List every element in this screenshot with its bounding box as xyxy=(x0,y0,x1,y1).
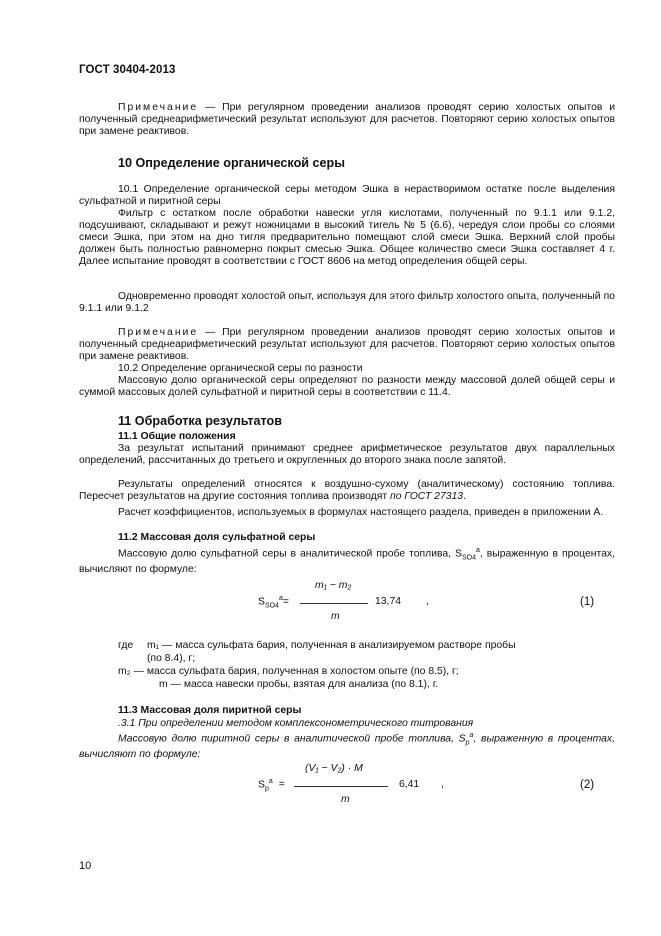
subscript: SO4 xyxy=(461,554,476,562)
paragraph-11-3-2 xyxy=(79,730,615,761)
paragraph-11-1-b xyxy=(79,479,615,503)
formula-1-numerator: m₁ − m₂ xyxy=(315,580,352,591)
subscript: SO4 xyxy=(264,602,279,610)
formula-2-coefficient: 6,41 xyxy=(399,779,420,790)
note-paragraph-2 xyxy=(79,327,615,363)
symbol: S xyxy=(258,779,265,791)
subsection-11-1-title: 11.1 Общие положения xyxy=(118,431,236,442)
document-header: ГОСТ 30404-2013 xyxy=(79,64,176,76)
paragraph-11-3-1: .3.1 При определении методом комплексонометрического титрования xyxy=(118,718,474,729)
superscript: a xyxy=(469,732,474,739)
gost-reference: по ГОСТ 27313 xyxy=(390,490,464,502)
formula-2-number: (2) xyxy=(580,779,595,791)
paragraph-11-1-c: Расчет коэффициентов, используемых в формулах настоящего раздела, приведен в приложении А. xyxy=(118,507,604,518)
subsection-11-2-title: 11.2 Массовая доля сульфатной серы xyxy=(118,532,316,543)
paragraph-10-1-body: Фильтр с остатком после обработки навески угля кислотами, полученный по 9.1.1 или 9.1.2, подсушивают, складывают и режут ножницами в высокий тигель № 5 (6.6), чередуя слои пробы со слоями смеси Эшка, при этом на дно тигля предварительно помещают слой смеси Эшка. Верхний слой пробы должен быть полностью равномерно покрыт смесью Эшка. Общее количество смеси Эшка составляет 4 г. Далее испытание проводят в соответствии с ГОСТ 8606 на метод определения общей серы. xyxy=(79,208,615,267)
text-run: Массовую долю пиритной серы в аналитической пробе топлива, S xyxy=(118,733,466,745)
formula-1-coefficient: 13,74 xyxy=(375,596,402,607)
where-label: где xyxy=(118,640,134,651)
text-run: , выраженную в процентах, вычисляют по формуле: xyxy=(79,733,615,761)
note-label: Примечание xyxy=(118,102,199,113)
note-text-2: — При регулярном проведении анализов проводят серию холостых опытов и полученный среднеарифметический результат используют для расчетов. Повторяют серию холостых опытов при замене реактивов. xyxy=(79,327,615,362)
equals-sign: = xyxy=(278,779,285,791)
subsection-11-3-title: 11.3 Массовая доля пиритной серы xyxy=(118,705,302,716)
fraction-bar xyxy=(294,786,388,787)
note-label-2: Примечание xyxy=(118,327,199,338)
paragraph-10-2: 10.2 Определение органической серы по разности xyxy=(118,363,363,374)
formula-2-numerator: (V₁ − V₂) · M xyxy=(305,763,363,774)
paragraph-10-2-body: Массовую долю органической серы определяют по разности между массовой долей общей серы и суммой массовых долей сульфатной и пиритной серы в соответствии с 11.4. xyxy=(79,375,615,398)
paragraph-10-1-blank: Одновременно проводят холостой опыт, используя для этого фильтр холостого опыта, полученный по 9.1.1 или 9.1.2 xyxy=(79,291,615,314)
symbol: S xyxy=(258,596,265,608)
page-number: 10 xyxy=(79,860,92,872)
formula-2-comma: , xyxy=(441,779,444,790)
superscript: a xyxy=(278,595,283,602)
note-text: — При регулярном проведении анализов проводят серию холостых опытов и полученный среднеарифметический результат используют для расчетов. Повторяют серию холостых опытов при замене реактивов. xyxy=(79,102,615,137)
formula-1-denominator: m xyxy=(331,611,340,622)
subscript: p xyxy=(465,739,470,747)
superscript: a xyxy=(268,778,273,785)
note-paragraph xyxy=(79,102,615,138)
formula-1-comma: , xyxy=(426,596,429,607)
formula-2-denominator: m xyxy=(341,794,350,805)
formula-1-lhs xyxy=(258,595,289,610)
paragraph-11-2 xyxy=(79,545,615,576)
formula-2-lhs xyxy=(258,778,285,793)
section-10-title: 10 Определение органической серы xyxy=(118,156,345,170)
where-m2: m₂ — масса сульфата бария, полученная в холостом опыте (по 8.5), г; xyxy=(118,666,459,677)
equals-sign: = xyxy=(282,596,289,608)
text-run: . xyxy=(463,490,466,502)
where-m1: m₁ — масса сульфата бария, полученная в анализируемом растворе пробы xyxy=(147,640,516,651)
fraction-bar xyxy=(300,603,368,604)
section-11-title: 11 Обработка результатов xyxy=(118,414,282,428)
paragraph-10-1: 10.1 Определение органической серы методом Эшка в нерастворимом остатке после выделения сульфатной и пиритной серы xyxy=(79,184,615,207)
where-m: m — масса навески пробы, взятая для анализа (по 8.1), г. xyxy=(159,679,439,690)
paragraph-11-1-a: За результат испытаний принимают среднее арифметическое результатов двух параллельных определений, рассчитанных до третьего и округленных до второго знака после запятой. xyxy=(79,443,615,466)
text-run: Результаты определений относятся к воздушно-сухому (аналитическому) состоянию топлива. Пересчет результатов на другие состояния топлива производят xyxy=(79,479,615,502)
subscript: p xyxy=(264,785,269,793)
formula-1-number: (1) xyxy=(580,596,595,608)
text-run: Массовую долю сульфатной серы в аналитической пробе топлива, S xyxy=(118,548,462,560)
superscript: a xyxy=(476,547,480,554)
where-m1-ref: (по 8.4), г; xyxy=(147,653,196,664)
text-run: , выраженную в процентах, вычисляют по формуле: xyxy=(79,548,615,576)
